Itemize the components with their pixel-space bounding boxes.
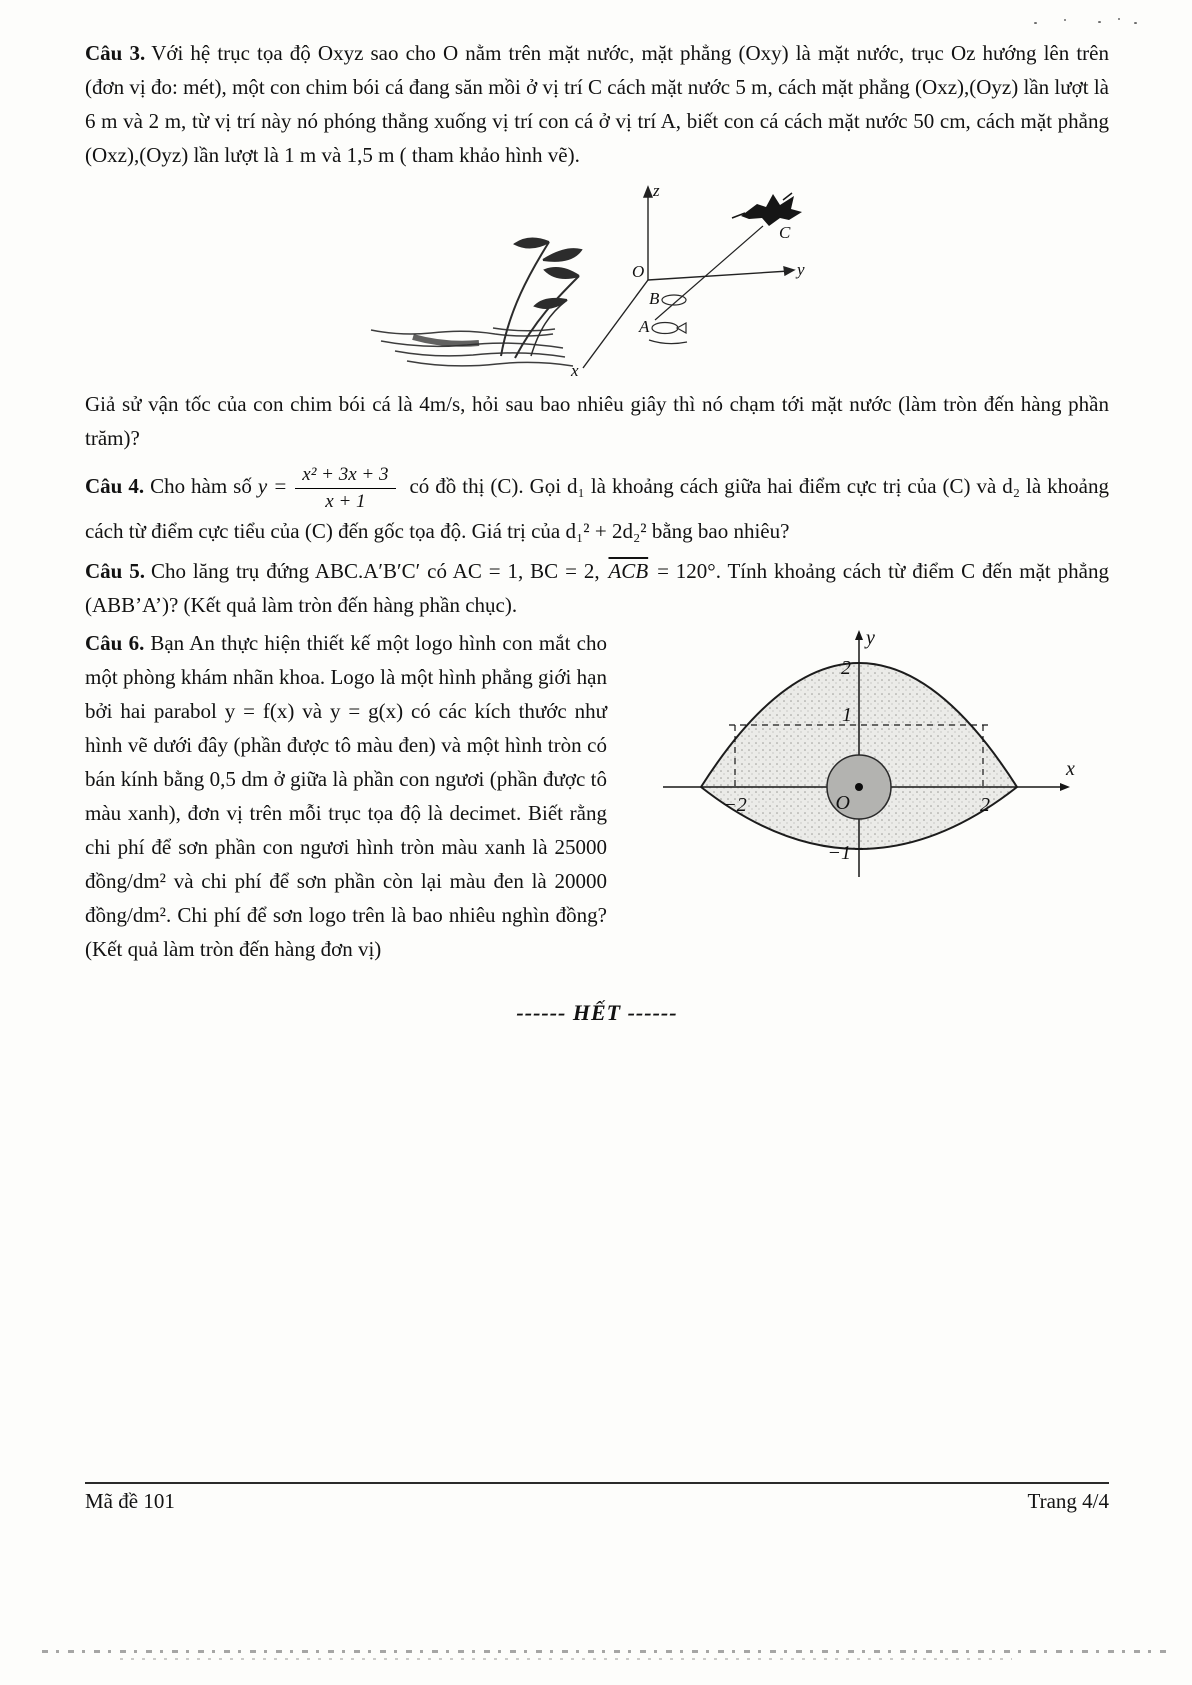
y-axis-arrow	[855, 630, 863, 640]
point-B-label: B	[649, 289, 660, 309]
pupil-center-dot	[855, 783, 863, 791]
cau4-lhs: y =	[257, 474, 288, 499]
cau5-paragraph	[85, 554, 1109, 622]
cau5-post: = 120°. Tính khoảng cách từ điểm C đến mặt phẳng (ABB’A’)? (Kết quả làm tròn đến hàng phần chục).	[85, 558, 1109, 617]
cau3-figure	[343, 180, 1109, 385]
end-marker: ------ HẾT ------	[516, 999, 678, 1025]
cau6-figure-svg	[649, 622, 1083, 934]
cau6-text: Bạn An thực hiện thiết kế một logo hình con mắt cho một phòng khám nhãn khoa. Logo là một hình phẳng giới hạn bởi hai parabol y = f(x) và y = g(x) có các kích thước như hình vẽ dưới đây (phần được tô màu đen) và một hình tròn có bán kính bằng 0,5 dm ở giữa là phần con ngươi (phần được tô màu xanh), đơn vị trên mỗi trục tọa độ là decimet. Biết rằng chi phí để sơn phần con ngươi hình tròn màu xanh là 25000 đồng/dm² và chi phí để sơn phần còn lại màu đen là 20000 đồng/dm². Chi phí để sơn logo trên là bao nhiêu nghìn đồng? (Kết quả làm tròn đến hàng đơn vị)	[85, 630, 607, 961]
y-axis	[648, 271, 789, 280]
tick-label-minus1: −1	[827, 841, 851, 864]
cau4-paragraph	[85, 463, 1109, 548]
cau6-section	[85, 626, 1109, 970]
fraction-numerator: x² + 3x + 3	[295, 463, 395, 489]
z-axis-arrow	[644, 187, 652, 197]
plant-sketch	[501, 239, 581, 359]
page-footer	[85, 1482, 1109, 1514]
tick-label-minus2: −2	[723, 793, 747, 816]
fraction	[295, 463, 395, 514]
tick-label-2-right: 2	[980, 793, 990, 816]
scan-artifact-bottom	[42, 1650, 1166, 1653]
cau6-label: Câu 6.	[85, 630, 145, 655]
origin-label: O	[632, 262, 645, 282]
cau3-question	[85, 387, 1109, 455]
cau4-label: Câu 4.	[85, 474, 145, 499]
scan-artifact-top	[1030, 16, 1140, 26]
cau5-angle-hat: $\overline{ACB}$	[608, 558, 649, 583]
cau3-question-text: Giả sử vận tốc của con chim bói cá là 4m/s, hỏi sau bao nhiêu giây thì nó chạm tới mặt nước (làm tròn đến hàng phần trăm)?	[85, 392, 1109, 451]
cau3-figure-svg	[343, 180, 813, 380]
z-axis-label: z	[653, 181, 660, 201]
point-C-label: C	[779, 223, 791, 243]
cau6-figure	[623, 622, 1109, 934]
cau4-pre: Cho hàm số	[150, 474, 252, 499]
cau3-text: Với hệ trục tọa độ Oxyz sao cho O nằm trên mặt nước, mặt phẳng (Oxy) là mặt nước, trục Oz hướng lên trên (đơn vị đo: mét), một con chim bói cá đang săn mồi ở vị trí C cách mặt nước 5 m, cách mặt phẳng (Oxz),(Oyz) lần lượt là 6 m và 2 m, từ vị trí này nó phóng thẳng xuống vị trí con cá ở vị trí A, biết con cá cách mặt nước 50 cm, cách mặt phẳng (Oxz),(Oyz) lần lượt là 1 m và 1,5 m ( tham khảo hình vẽ).	[85, 41, 1109, 168]
cau3-paragraph	[85, 36, 1109, 172]
point-A-label: A	[639, 317, 650, 337]
kingfisher-bird-icon	[741, 194, 802, 226]
origin-label: O	[835, 791, 850, 814]
cau3-label: Câu 3.	[85, 41, 146, 65]
cau6-paragraph	[85, 626, 607, 966]
cau5-pre: Cho lăng trụ đứng ABC.A′B′C′ có AC = 1, BC = 2,	[151, 558, 600, 583]
x-axis-label: x	[571, 361, 579, 381]
y-axis-arrow	[784, 267, 794, 275]
footer-page-number: Trang 4/4	[1027, 1489, 1109, 1513]
fraction-denominator: x + 1	[325, 490, 366, 512]
cau4-post: có đồ thị (C). Gọi d₁ là khoảng cách giữa hai điểm cực trị của (C) và d₂ là khoảng cách từ điểm cực tiểu của (C) đến gốc tọa độ. Giá trị của d₁² + 2d₂² bằng bao nhiêu?	[85, 474, 1109, 543]
x-axis-arrow	[1060, 783, 1070, 791]
x-axis-label: x	[1066, 757, 1075, 780]
page-content	[85, 36, 1109, 1026]
scan-artifact-bottom-2	[120, 1658, 1012, 1660]
fish-icon	[649, 323, 687, 344]
tick-label-2-top: 2	[841, 656, 851, 679]
y-axis-label: y	[866, 626, 875, 649]
cau5-label: Câu 5.	[85, 558, 145, 583]
tick-label-1: 1	[842, 703, 852, 726]
water-sketch	[371, 328, 573, 366]
footer-exam-code: Mã đề 101	[85, 1489, 175, 1513]
y-axis-label: y	[797, 260, 805, 280]
